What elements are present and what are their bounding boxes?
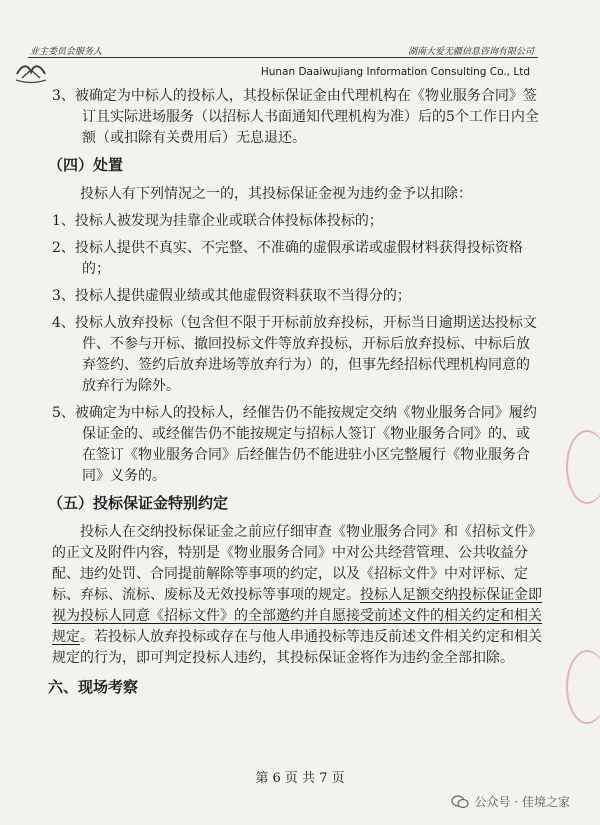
header-left-text: 业主委员会服务人 [30,47,103,57]
underlined-text: 投标人足额交纳投标保证金即视为投标人同意《招标文件》的全部邀约并自愿接受前述文件的相关约定和相关规定 [52,587,542,645]
item-number: 1、 [52,213,75,229]
item-text: 被确定为中标人的投标人，其投标保证金由代理机构在《物业服务合同》签订且实际进场服务（以招标人书面通知代理机构为准）后的5个工作日内全额（或扣除有关费用后）无息退还。 [74,88,539,146]
item-number: 5、 [52,405,75,421]
company-logo-icon [14,60,48,84]
page-number: 第 6 页 共 7 页 [255,771,345,786]
section-heading: （五）投标保证金特别约定 [48,494,229,512]
wechat-icon [451,795,469,809]
list-item [52,211,542,232]
list-item [52,313,542,397]
special-agreement-paragraph [52,522,542,669]
item-number: 2、 [52,240,75,256]
list-item [52,86,542,149]
header-rule [28,57,538,58]
seal-stamp-edge [566,430,600,504]
section-intro: 投标人有下列情况之一的，其投标保证金视为违约金予以扣除： [80,186,472,202]
company-english-name: Hunan Daaiwujiang Information Consulting Co., Ltd [260,66,530,78]
list-item [52,286,542,307]
watermark-text: 公众号 · 佳境之家 [474,795,570,809]
paragraph-text: 。若投标人放弃投标或存在与他人串通投标等违反前述文件相关约定和相关规定的行为，即可判定投标人违约，其投标保证金将作为违约金全部扣除。 [52,629,542,666]
list-item [52,238,542,280]
header-right-text: 湖南大爱无疆信息咨询有限公司 [407,47,534,57]
document-body [48,86,542,698]
item-text: 投标人提供不真实、不完整、不准确的虚假承诺或虚假材料获得投标资格的； [74,240,523,277]
item-text: 投标人提供虚假业绩或其他虚假资料获取不当得分的； [74,288,411,304]
seal-stamp-edge [566,650,600,724]
item-text: 被确定为中标人的投标人，经催告仍不能按规定交纳《物业服务合同》履约保证金的、或经催告仍不能按规定与招标人签订《物业服务合同》的、或在签订《物业服务合同》后经催告仍不能进驻小区完整履行《物业服务合同》义务的。 [74,405,537,484]
item-number: 4、 [52,315,75,331]
watermark [451,793,570,810]
item-number: 3、 [52,288,75,304]
paragraph-text: 投标人在交纳投标保证金之前应仔细审查《物业服务合同》和《招标文件》的正文及附件内容，特别是《物业服务合同》中对公共经营管理、公共收益分配、违约处罚、合同提前解除等事项的约定，以及《招标文件》中对评标、定标、弃标、流标、废标及无效投标等事项的规定。 [52,524,542,603]
section-heading: （四）处置 [48,156,124,174]
item-text: 投标人被发现为挂靠企业或联合体投标体投标的； [74,213,383,229]
item-number: 3、 [52,88,75,104]
section-heading: 六、现场考察 [48,678,139,696]
item-text: 投标人放弃投标（包含但不限于开标前放弃投标，开标当日逾期送达投标文件、不参与开标、撤回投标文件等放弃投标，开标后放弃投标、中标后放弃签约、签约后放弃进场等放弃行为）的，但事先经招标代理机构同意的放弃行为除外。 [74,315,537,394]
list-item [52,403,542,487]
